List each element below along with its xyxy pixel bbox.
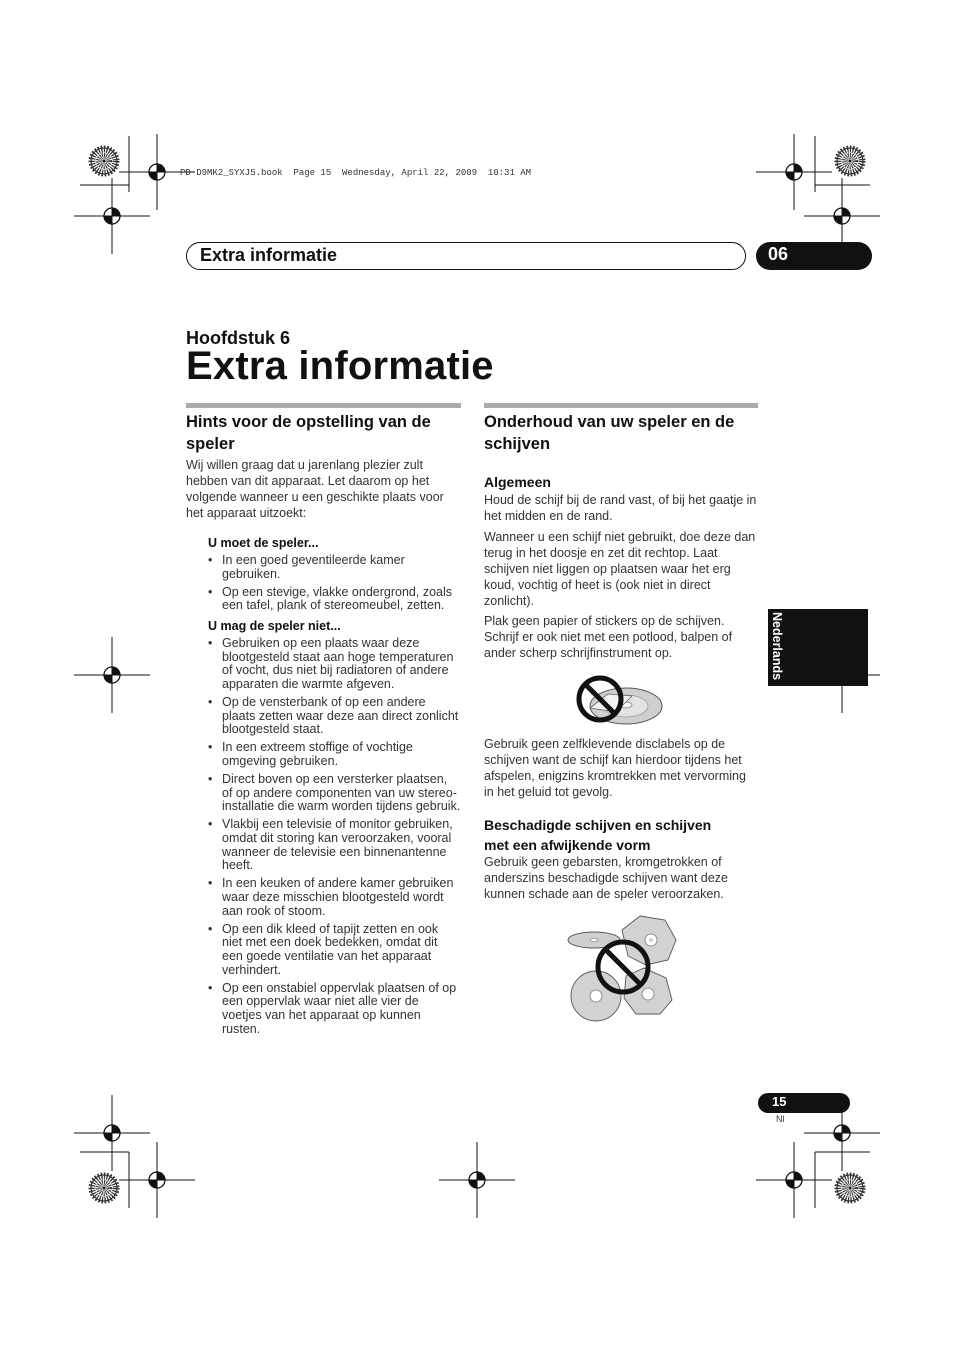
damaged-p: Gebruik geen gebarsten, kromgetrokken of anderszins beschadigde schijven want deze kunnen schade aan de speler veroorzaken.	[484, 855, 728, 901]
general-title: Algemeen	[484, 474, 551, 490]
damaged-title-line1: Beschadigde schijven en schijven	[484, 817, 712, 833]
mustnot-title: U mag de speler niet...	[208, 618, 341, 633]
print-slug: PD-D9MK2_SYXJ5.book Page 15 Wednesday, April 22, 2009 10:31 AM	[180, 168, 532, 178]
list-item: • In een keuken of andere kamer gebruiken waar deze misschien blootgesteld wordt aan rook of stoom.	[208, 877, 461, 918]
left-heading-line2: speler	[186, 435, 235, 453]
list-item: • Vlakbij een televisie of monitor gebruiken, omdat dit storing kan veroorzaken, vooral wanneer de televisie een binnenantenne heeft.	[208, 818, 461, 872]
general-block	[484, 472, 758, 661]
general-p2: Wanneer u een schijf niet gebruikt, doe deze dan terug in het doosje en zet dit rechtop. Laat schijven niet liggen op plaatsen waar het erg koud, vochtig of heet is (ook niet in direct zonlicht).	[484, 530, 756, 608]
left-intro: Wij willen graag dat u jarenlang plezier zult hebben van dit apparaat. Let daarom op het volgende wanneer u een geschikte plaats voor het apparaat uitzoekt:	[186, 458, 444, 520]
general-p3: Plak geen papier of stickers op de schijven. Schrijf er ook niet met een potlood, balpen of ander scherp schrijfinstrument op.	[484, 614, 733, 660]
right-section-rule	[484, 403, 758, 408]
list-item: • Op een stevige, vlakke ondergrond, zoals een tafel, plank of stereomeubel, zetten.	[208, 586, 461, 613]
damaged-discs-illustration	[562, 910, 682, 1025]
list-item: • In een goed geventileerde kamer gebruiken.	[208, 554, 461, 581]
header-title: Extra informatie	[200, 245, 338, 265]
damaged-title-line2: met een afwijkende vorm	[484, 837, 651, 853]
list-item: • Op een dik kleed of tapijt zetten en ook niet met een doek bedekken, omdat dit een goede ventilatie van het apparaat verhindert.	[208, 923, 461, 977]
no-sticker-disc-illustration	[568, 670, 668, 730]
left-section-rule	[186, 403, 461, 408]
right-heading	[484, 411, 758, 455]
left-column	[186, 411, 461, 1041]
must-list	[208, 554, 461, 613]
damaged-title	[484, 815, 758, 855]
list-item: • Direct boven op een versterker plaatsen, of op andere componenten van uw stereo-installatie die warm worden tijdens gebruik.	[208, 773, 461, 814]
chapter-label: Hoofdstuk 6	[186, 328, 291, 348]
left-heading-line1: Hints voor de opstelling van de	[186, 413, 431, 431]
general-p4: Gebruik geen zelfklevende disclabels op de schijven want de schijf kan hierdoor tijdens het afspelen, enigzins kromtrekken met vervorming in het geluid tot gevolg.	[484, 737, 746, 799]
must-title: U moet de speler...	[208, 536, 319, 550]
list-item: • In een extreem stoffige of vochtige omgeving gebruiken.	[208, 741, 461, 768]
list-item: • Op een onstabiel oppervlak plaatsen of op een oppervlak waar niet alle vier de voetjes van het apparaat op kunnen rusten.	[208, 982, 461, 1036]
chapter-title: Extra informatie	[186, 344, 494, 388]
right-heading-line1: Onderhoud van uw speler en de	[484, 413, 735, 431]
page-number: 15	[758, 1093, 850, 1113]
left-heading	[186, 411, 461, 455]
page-language: Nl	[776, 1114, 785, 1124]
right-heading-text	[484, 411, 758, 455]
chapter-number-badge: 06	[756, 242, 872, 270]
list-item: • Gebruiken op een plaats waar deze blootgesteld staat aan hoge temperaturen of vocht, dus niet bij radiatoren of andere apparaten die warmte afgeven.	[208, 637, 461, 691]
general-p1: Houd de schijf bij de rand vast, of bij het gaatje in het midden en de rand.	[484, 493, 757, 523]
right-heading-line2: schijven	[484, 435, 551, 453]
language-tab-label: Nederlands	[770, 612, 784, 681]
list-item: • Op de vensterbank of op een andere plaats zetten waar deze aan direct zonlicht blootgesteld staat.	[208, 696, 461, 737]
mustnot-list	[208, 637, 461, 1036]
